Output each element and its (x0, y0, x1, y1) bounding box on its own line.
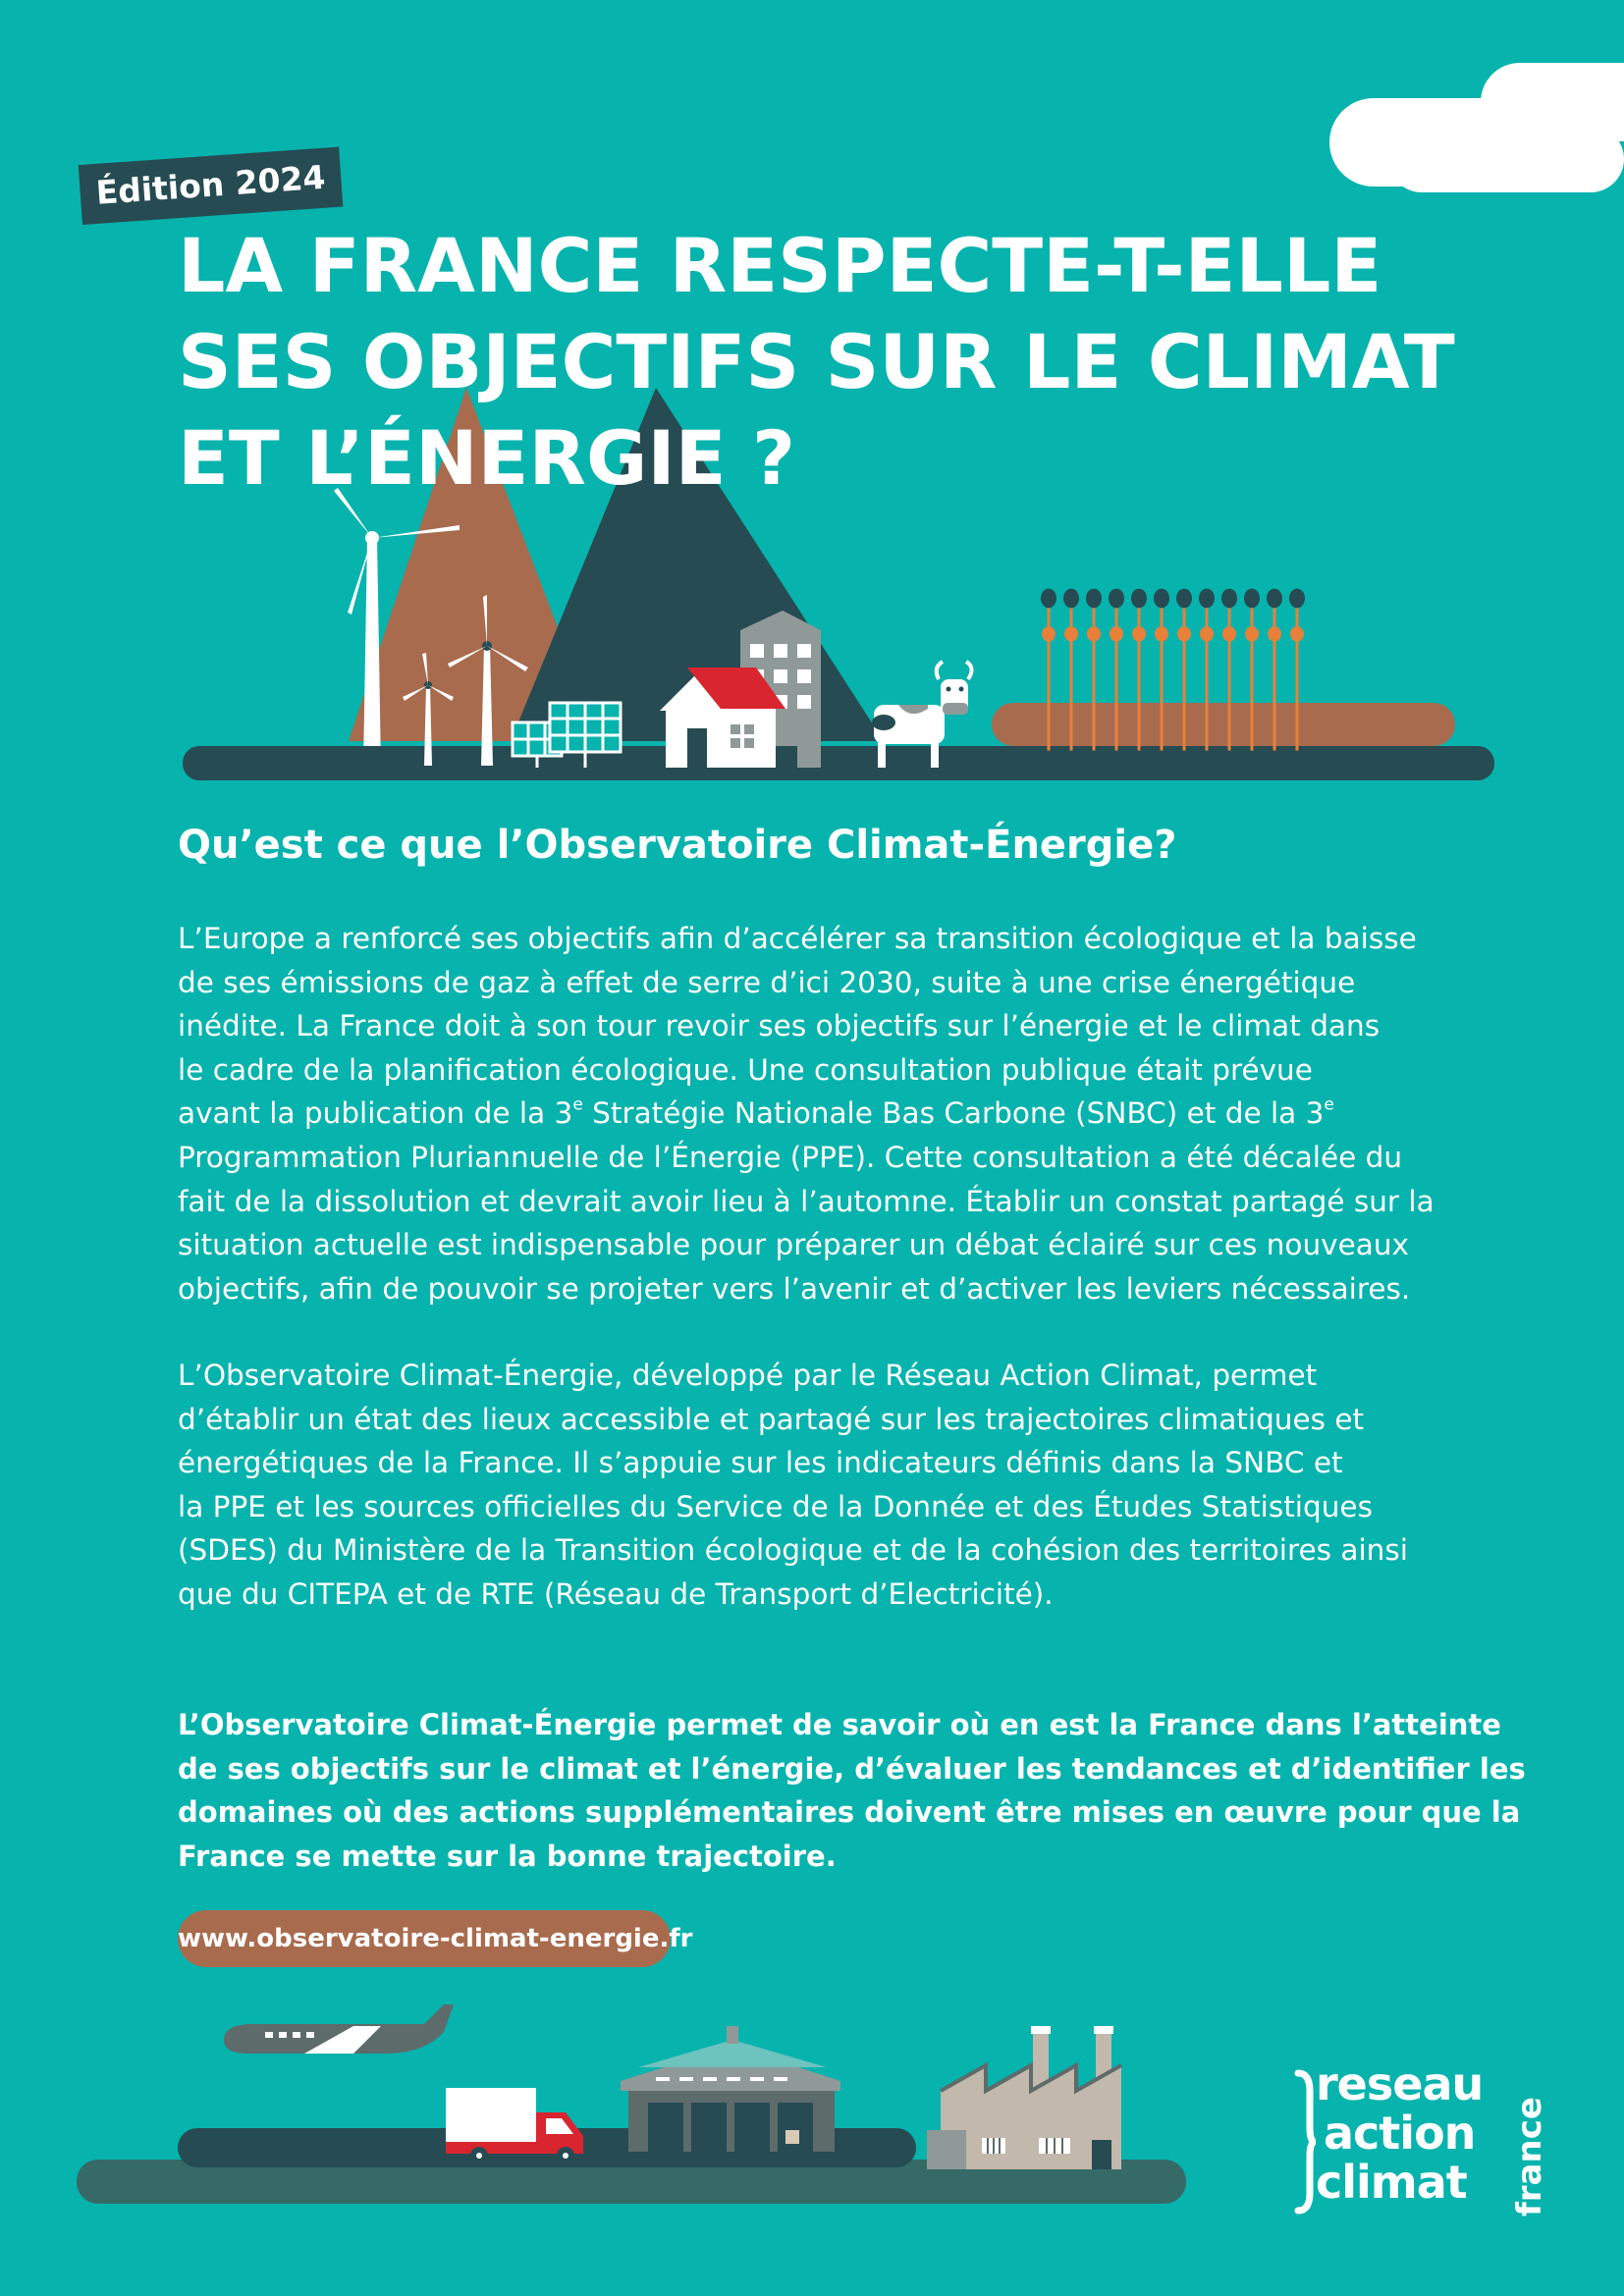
warehouse-icon (621, 2026, 840, 2152)
text-line: inédite. La France doit à son tour revoir ses objectifs sur l’énergie et le climat dans (178, 1009, 1380, 1043)
text-line: objectifs, afin de pouvoir se projeter vers l’avenir et d’activer les leviers nécessaires. (178, 1271, 1411, 1306)
text-fragment: avant la publication de la 3 (178, 1096, 573, 1131)
wheat-head (1176, 589, 1192, 609)
text-line: situation actuelle est indispensable pour préparer un débat éclairé sur ces nouveaux (178, 1228, 1410, 1262)
truck-icon (446, 2088, 583, 2164)
wheat-ear (1087, 626, 1101, 641)
text-line: L’Observatoire Climat-Énergie permet de savoir où en est la France dans l’atteinte (178, 1708, 1501, 1741)
wheat-head (1131, 589, 1147, 609)
text-line (178, 1092, 1454, 1136)
intro-paragraph (178, 917, 1454, 1310)
superscript: e (572, 1095, 583, 1115)
text-fragment: Stratégie Nationale Bas Carbone (SNBC) et de la 3 (582, 1096, 1325, 1131)
wheat-ear (1042, 626, 1056, 641)
logo-line-3: climat (1316, 2156, 1467, 2209)
wheat-head (1289, 589, 1305, 609)
title-line: ET L’ÉNERGIE ? (178, 414, 796, 502)
field-soil (992, 703, 1455, 746)
wheat-head (1041, 589, 1056, 609)
wheat-head (1221, 589, 1237, 609)
section-heading: Qu’est ce que l’Observatoire Climat-Énergie? (178, 823, 1177, 868)
wheat-head (1109, 589, 1124, 609)
title-line: SES OBJECTIFS SUR LE CLIMAT (178, 318, 1455, 405)
wheat-ear (1110, 626, 1123, 641)
text-line: France se mette sur la bonne trajectoire. (178, 1839, 837, 1873)
wheat-ear (1200, 626, 1214, 641)
text-line: le cadre de la planification écologique. Une consultation publique était prévue (178, 1052, 1313, 1087)
text-line: d’établir un état des lieux accessible et partagé sur les trajectoires climatiques et (178, 1402, 1365, 1436)
wheat-ear (1245, 626, 1259, 641)
text-line: la PPE et les sources officielles du Service de la Donnée et des Études Statistiques (178, 1489, 1373, 1523)
wheat-head (1063, 589, 1079, 609)
wheat-head (1267, 589, 1282, 609)
text-line: Programmation Pluriannuelle de l’Énergie (PPE). Cette consultation a été décalée du (178, 1140, 1403, 1174)
wheat-ear (1064, 626, 1078, 641)
wheat-head (1086, 589, 1102, 609)
logo-line-1: reseau (1316, 2057, 1484, 2110)
page-title (178, 218, 1454, 507)
wheat-head (1199, 589, 1215, 609)
highlight-paragraph (178, 1703, 1526, 1878)
description-paragraph (178, 1354, 1454, 1617)
text-line: que du CITEPA et de RTE (Réseau de Transport d’Electricité). (178, 1576, 1054, 1611)
text-line: (SDES) du Ministère de la Transition écologique et de la cohésion des territoires ainsi (178, 1533, 1408, 1568)
wheat-head (1154, 589, 1169, 609)
wheat-ear (1155, 626, 1168, 641)
text-line: L’Observatoire Climat-Énergie, développé par le Réseau Action Climat, permet (178, 1359, 1318, 1392)
logo-line-2: action (1324, 2107, 1476, 2160)
title-line: LA FRANCE RESPECTE-T-ELLE (178, 222, 1382, 309)
reseau-action-climat-logo (1286, 2057, 1581, 2218)
edition-badge: Édition 2024 (79, 147, 344, 225)
factory-icon (927, 2026, 1121, 2169)
website-link[interactable]: www.observatoire-climat-energie.fr (178, 1910, 671, 1967)
wheat-ear (1177, 626, 1191, 641)
wheat-ear (1132, 626, 1146, 641)
superscript: e (1324, 1095, 1334, 1115)
cloud-shape (1481, 63, 1624, 141)
text-line: de ses émissions de gaz à effet de serre d’ici 2030, suite à une crise énergétique (178, 965, 1356, 999)
text-line: fait de la dissolution et devrait avoir lieu à l’automne. Établir un constat partagé sur la (178, 1184, 1435, 1218)
brace-mark (1294, 2069, 1316, 2215)
text-line: L’Europe a renforcé ses objectifs afin d’accélérer sa transition écologique et la baisse (178, 922, 1417, 955)
airplane-icon (224, 2004, 454, 2054)
logo-vertical-word: france (1510, 2097, 1549, 2216)
wheat-ear (1222, 626, 1236, 641)
text-line: de ses objectifs sur le climat et l’énergie, d’évaluer les tendances et d’identifier les (178, 1751, 1526, 1786)
wheat-ear (1268, 626, 1281, 641)
text-line: domaines où des actions supplémentaires doivent être mises en œuvre pour que la (178, 1795, 1521, 1830)
wheat-ear (1290, 626, 1304, 641)
wheat-head (1244, 589, 1260, 609)
text-line: énergétiques de la France. Il s’appuie sur les indicateurs définis dans la SNBC et (178, 1446, 1343, 1480)
